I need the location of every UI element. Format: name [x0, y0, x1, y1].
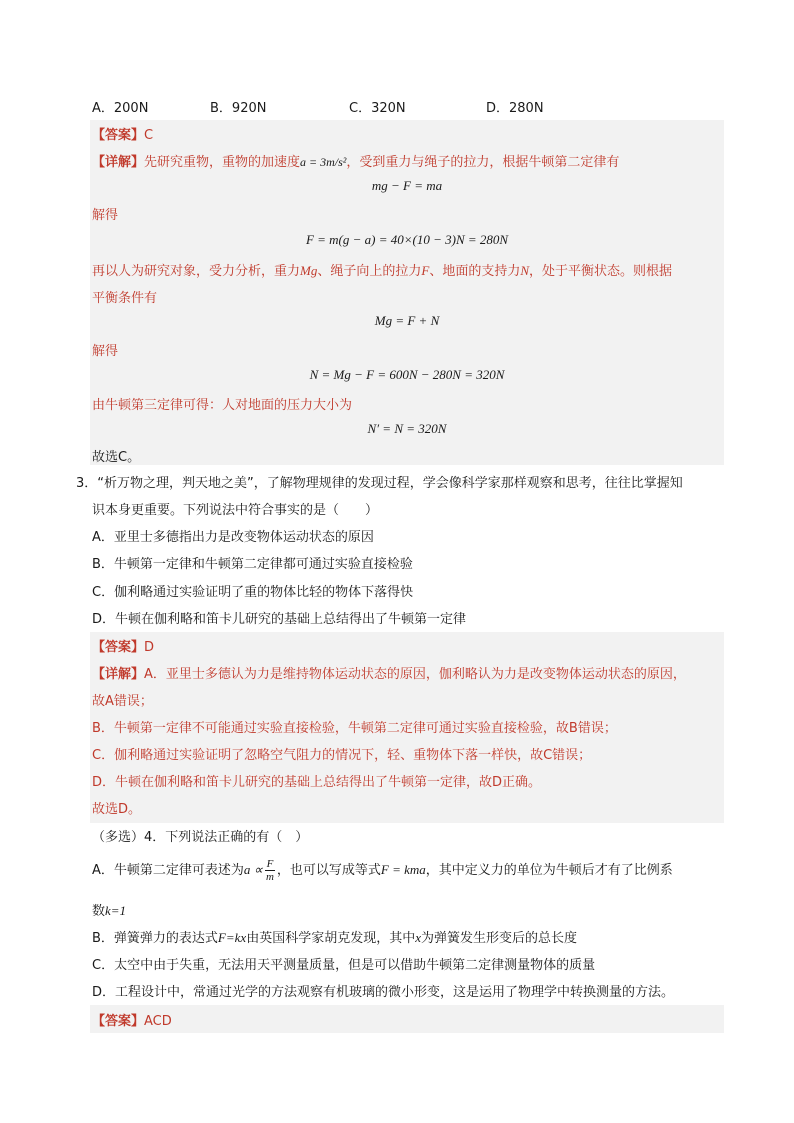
equation-tension: F = m(g − a) = 40×(10 − 3)N = 280N — [305, 232, 509, 247]
q2-option-b: B．920N — [210, 101, 267, 116]
equation-equilibrium: Mg = F + N — [374, 313, 440, 328]
equation-f-kma: F = kma — [380, 862, 426, 877]
detail-text: ，受到重力与绳子的拉力，根据牛顿第二定律有 — [346, 155, 620, 170]
q2-person-analysis — [92, 260, 672, 279]
text: 、绳子向上的拉力 — [317, 264, 422, 279]
q2-choose: 故选C。 — [92, 450, 141, 465]
answer-value: C — [144, 128, 154, 143]
q4-option-d: D．工程设计中，常通过光学的方法观察有机玻璃的微小形变，这是运用了物理学中转换测量的方法。 — [92, 985, 675, 1000]
text: ，也可以写成等式 — [276, 863, 381, 878]
text: 再以人为研究对象，受力分析，重力 — [92, 264, 301, 279]
q3-option-c: C．伽利略通过实验证明了重的物体比轻的物体下落得快 — [92, 585, 414, 600]
q2-answer — [92, 124, 153, 143]
text: B．弹簧弹力的表达式 — [92, 931, 218, 946]
detail-text: 先研究重物，重物的加速度 — [144, 155, 301, 170]
answer-value: D — [144, 640, 155, 655]
equation-pressure: N′ = N = 320N — [367, 421, 447, 436]
answer-label: 【答案】 — [92, 640, 145, 655]
q3-stem-line1: 3．“析万物之理，判天地之美”，了解物理规律的发现过程，学会像科学家那样观察和思考，往往比掌握知 — [76, 476, 683, 491]
q4-option-c: C．太空中由于失重，无法用天平测量质量，但是可以借助牛顿第二定律测量物体的质量 — [92, 958, 596, 973]
symbol-F: F — [421, 263, 430, 278]
fraction-f-over-m — [265, 858, 275, 883]
text: ，其中定义力的单位为牛顿后才有了比例系 — [425, 863, 673, 878]
q3-answer — [92, 636, 154, 655]
solve-label: 解得 — [92, 208, 119, 223]
third-law-text: 由牛顿第三定律可得：人对地面的压力大小为 — [92, 398, 353, 413]
q2-solution-block — [90, 120, 724, 465]
equation-newton-second: mg − F = ma — [371, 178, 443, 193]
equation-hooke: F=kx — [217, 930, 247, 945]
answer-label: 【答案】 — [92, 1014, 145, 1029]
q3-detail-b: B．牛顿第一定律不可能通过实验直接检验，牛顿第二定律可通过实验直接检验，故B错误； — [92, 721, 617, 736]
q3-detail-a-cont: 故A错误； — [92, 694, 153, 709]
q4-option-b — [92, 927, 577, 946]
k-value: k=1 — [105, 903, 127, 918]
acceleration-value: a = 3m/s² — [300, 155, 347, 169]
q4-option-a — [92, 858, 673, 883]
answer-label: 【答案】 — [92, 128, 145, 143]
solve-label: 解得 — [92, 344, 119, 359]
q4-solution-block — [90, 1005, 724, 1033]
q2-equilibrium-text: 平衡条件有 — [92, 291, 158, 306]
q2-option-c: C．320N — [349, 101, 406, 116]
q3-option-d: D．牛顿在伽利略和笛卡儿研究的基础上总结得出了牛顿第一定律 — [92, 612, 467, 627]
answer-value: ACD — [144, 1014, 172, 1029]
fraction-denominator: m — [265, 871, 274, 883]
detail-text: A．亚里士多德认为力是维持物体运动状态的原因，伽利略认为力是改变物体运动状态的原因， — [144, 667, 686, 682]
text: A．牛顿第二定律可表述为 — [92, 863, 244, 878]
symbol-N: N — [520, 263, 530, 278]
q2-detail-intro — [92, 151, 619, 170]
q3-option-a: A．亚里士多德指出力是改变物体运动状态的原因 — [92, 530, 374, 545]
q3-stem-line2: 识本身更重要。下列说法中符合事实的是（ ） — [92, 503, 379, 518]
text: 、地面的支持力 — [429, 264, 521, 279]
symbol-x: x — [415, 930, 421, 945]
equation-normal-force: N = Mg − F = 600N − 280N = 320N — [309, 367, 505, 382]
text: 为弹簧发生形变后的总长度 — [420, 931, 577, 946]
q2-option-d: D．280N — [486, 101, 544, 116]
q3-detail-a — [92, 663, 686, 682]
q4-option-a-cont — [92, 900, 126, 919]
text: 由英国科学家胡克发现，其中 — [246, 931, 416, 946]
symbol-Mg: Mg — [300, 263, 318, 278]
q4-stem: （多选）4．下列说法正确的有（ ） — [92, 830, 309, 845]
text: ，处于平衡状态。则根据 — [529, 264, 673, 279]
text: 数 — [92, 904, 106, 919]
fraction-numerator: F — [266, 858, 274, 870]
q3-option-b: B．牛顿第一定律和牛顿第二定律都可通过实验直接检验 — [92, 557, 413, 572]
detail-label: 【详解】 — [92, 667, 145, 682]
q3-detail-c: C．伽利略通过实验证明了忽略空气阻力的情况下，轻、重物体下落一样快，故C错误； — [92, 748, 592, 763]
q2-option-a: A．200N — [92, 101, 149, 116]
proportional-expression: a ∝ — [243, 862, 263, 877]
q4-answer — [92, 1010, 172, 1029]
q3-choose: 故选D。 — [92, 802, 142, 817]
detail-label: 【详解】 — [92, 155, 145, 170]
q3-detail-d: D．牛顿在伽利略和笛卡儿研究的基础上总结得出了牛顿第一定律，故D正确。 — [92, 775, 542, 790]
